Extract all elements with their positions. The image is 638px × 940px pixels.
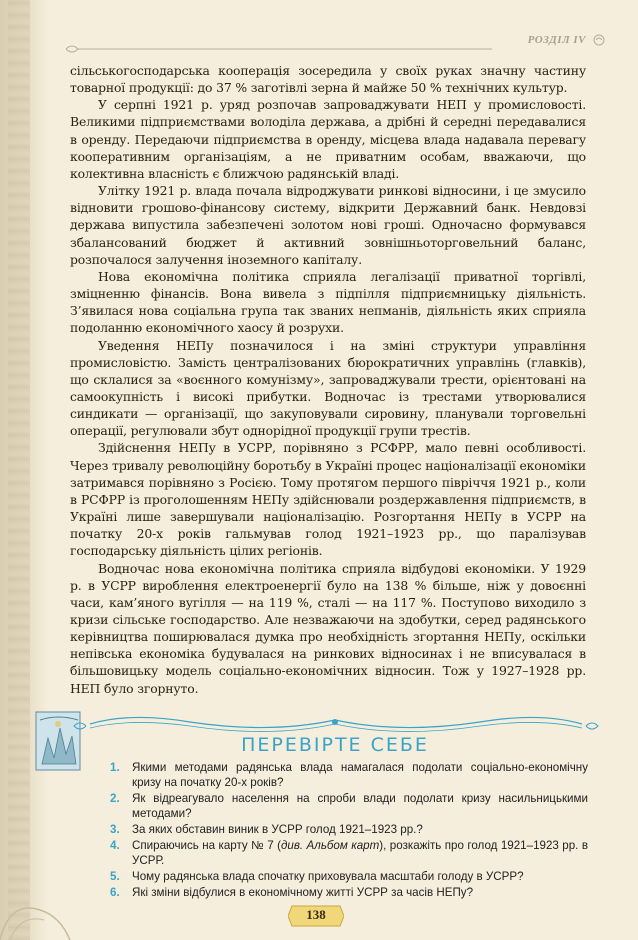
- self-check-title: ПЕРЕВІРТЕ СЕБЕ: [241, 734, 429, 756]
- question-item: [110, 838, 588, 868]
- question-text: Якими методами радянська влада намагалася подолати соціально-економічну кризу на початку 20-х років?: [132, 761, 588, 789]
- question-item: [110, 885, 588, 900]
- question-text: Чому радянська влада спочатку приховувала масштаби голоду в УСРР?: [132, 870, 524, 883]
- question-number: 5.: [110, 870, 120, 883]
- paragraph: У серпні 1921 р. уряд розпочав запроваджувати НЕП у промисловості. Великими підприємствами володіла держава, а дрібні й середні передавалися в оренду. Передаючи підприємства в оренду, місцева влада надавала перевагу кооперативним організаціям, а не приватним особам, вважаючи, що колективна власність є ближчою радянській владі.: [70, 97, 586, 181]
- ornament-scroll-icon: [592, 33, 606, 47]
- paragraph: Здійснення НЕПу в УСРР, порівняно з РСФРР, мало певні особливості. Через тривалу революційну боротьбу в Україні процес націоналізації економіки затримався порівняно з Росією. Тому протягом першого півріччя 1921 р., коли в РСФРР із проголошенням НЕПу здійснювали роздержавлення підприємств, в Україні лише завершували націоналізацію. Розгортання НЕПу в УСРР на початку 20-х років гальмував голод 1921–1923 рр., що паралізував господарську діяльність цілих регіонів.: [70, 440, 586, 559]
- question-text: За яких обставин виник в УСРР голод 1921–1923 рр.?: [132, 823, 423, 836]
- question-text: Як відреагувало населення на спроби влади подолати кризу насильницькими методами?: [132, 792, 588, 820]
- left-decorative-band: [0, 0, 48, 940]
- main-text: [70, 62, 586, 697]
- self-check-section: [70, 712, 600, 912]
- question-number: 6.: [110, 886, 120, 899]
- question-number: 2.: [110, 792, 120, 805]
- question-item: [110, 869, 588, 884]
- paragraph: Нова економічна політика сприяла легалізації приватної торгівлі, зміцненню фінансів. Вона вивела з підпілля підприємницьку діяльність. З’явилася нова соціальна група так званих непманів, діяльність яких сприяла подоланню економічного хаосу й розрухи.: [70, 268, 586, 336]
- question-list: [110, 760, 588, 901]
- paragraph: сільськогосподарська кооперація зосередила у своїх руках значну частину товарної продукції: до 37 % заготівлі зерна й майже 50 % технічних культур.: [70, 63, 586, 96]
- question-number: 3.: [110, 823, 120, 836]
- question-text: Які зміни відбулися в економічному житті УСРР за часів НЕПу?: [132, 886, 474, 899]
- question-item: [110, 822, 588, 837]
- question-item: [110, 760, 588, 790]
- question-text-end: ), розкажіть про голод 1921–1923 рр. в УСРР.: [132, 839, 588, 867]
- question-number: 4.: [110, 839, 120, 852]
- question-number: 1.: [110, 761, 120, 774]
- page-number: 138: [306, 907, 326, 922]
- paragraph: Уведення НЕПу позначилося і на зміні структури управління промисловістю. Замість централізованих бюрократичних управлінь (главків), що склалися за «воєнного комунізму», запроваджували трести, орієнтовані на самоокупність і високі прибутки. Водночас із трестами утворювалися синдикати — організації, що закуповували сировину, планували торговельні операції, регулювали збут однорідної продукції групи трестів.: [70, 337, 586, 439]
- question-item: [110, 791, 588, 821]
- bottom-corner-ornament: [0, 880, 100, 940]
- question-text-italic: див. Альбом карт: [280, 839, 380, 852]
- question-text-start: Спираючись на карту № 7 (: [132, 839, 281, 852]
- paragraph: Водночас нова економічна політика сприяла відбудові економіки. У 1929 р. в УСРР вироблення електроенергії було на 138 % більше, ніж у довоєнні часи, кам’яного вугілля — на 119 %, сталі — на 117 %. Поступово виходило з кризи сільське господарство. Але незважаючи на здобутки, серед радянського керівництва поширювалася думка про необхідність згортання НЕПу, оскільки непівська економіка будувалася на ринкових відносинах і не вписувалася в більшовицьку модель соціально-економічних відносин. Тож у 1927–1928 рр. НЕП було згорнуто.: [70, 560, 586, 696]
- section-label: РОЗДІЛ IV: [527, 34, 586, 46]
- paragraph: Улітку 1921 р. влада почала відроджувати ринкові відносини, і це змусило відновити грошово-фінансову систему, відкрити Державний банк. Невдовзі держава випустила забезпечені золотом нові гроші. Одночасно формувався збалансований бюджет й активний зовнішньоторговельний баланс, розпочалося залучення іноземного капіталу.: [70, 183, 586, 267]
- left-band-pattern: [8, 0, 30, 940]
